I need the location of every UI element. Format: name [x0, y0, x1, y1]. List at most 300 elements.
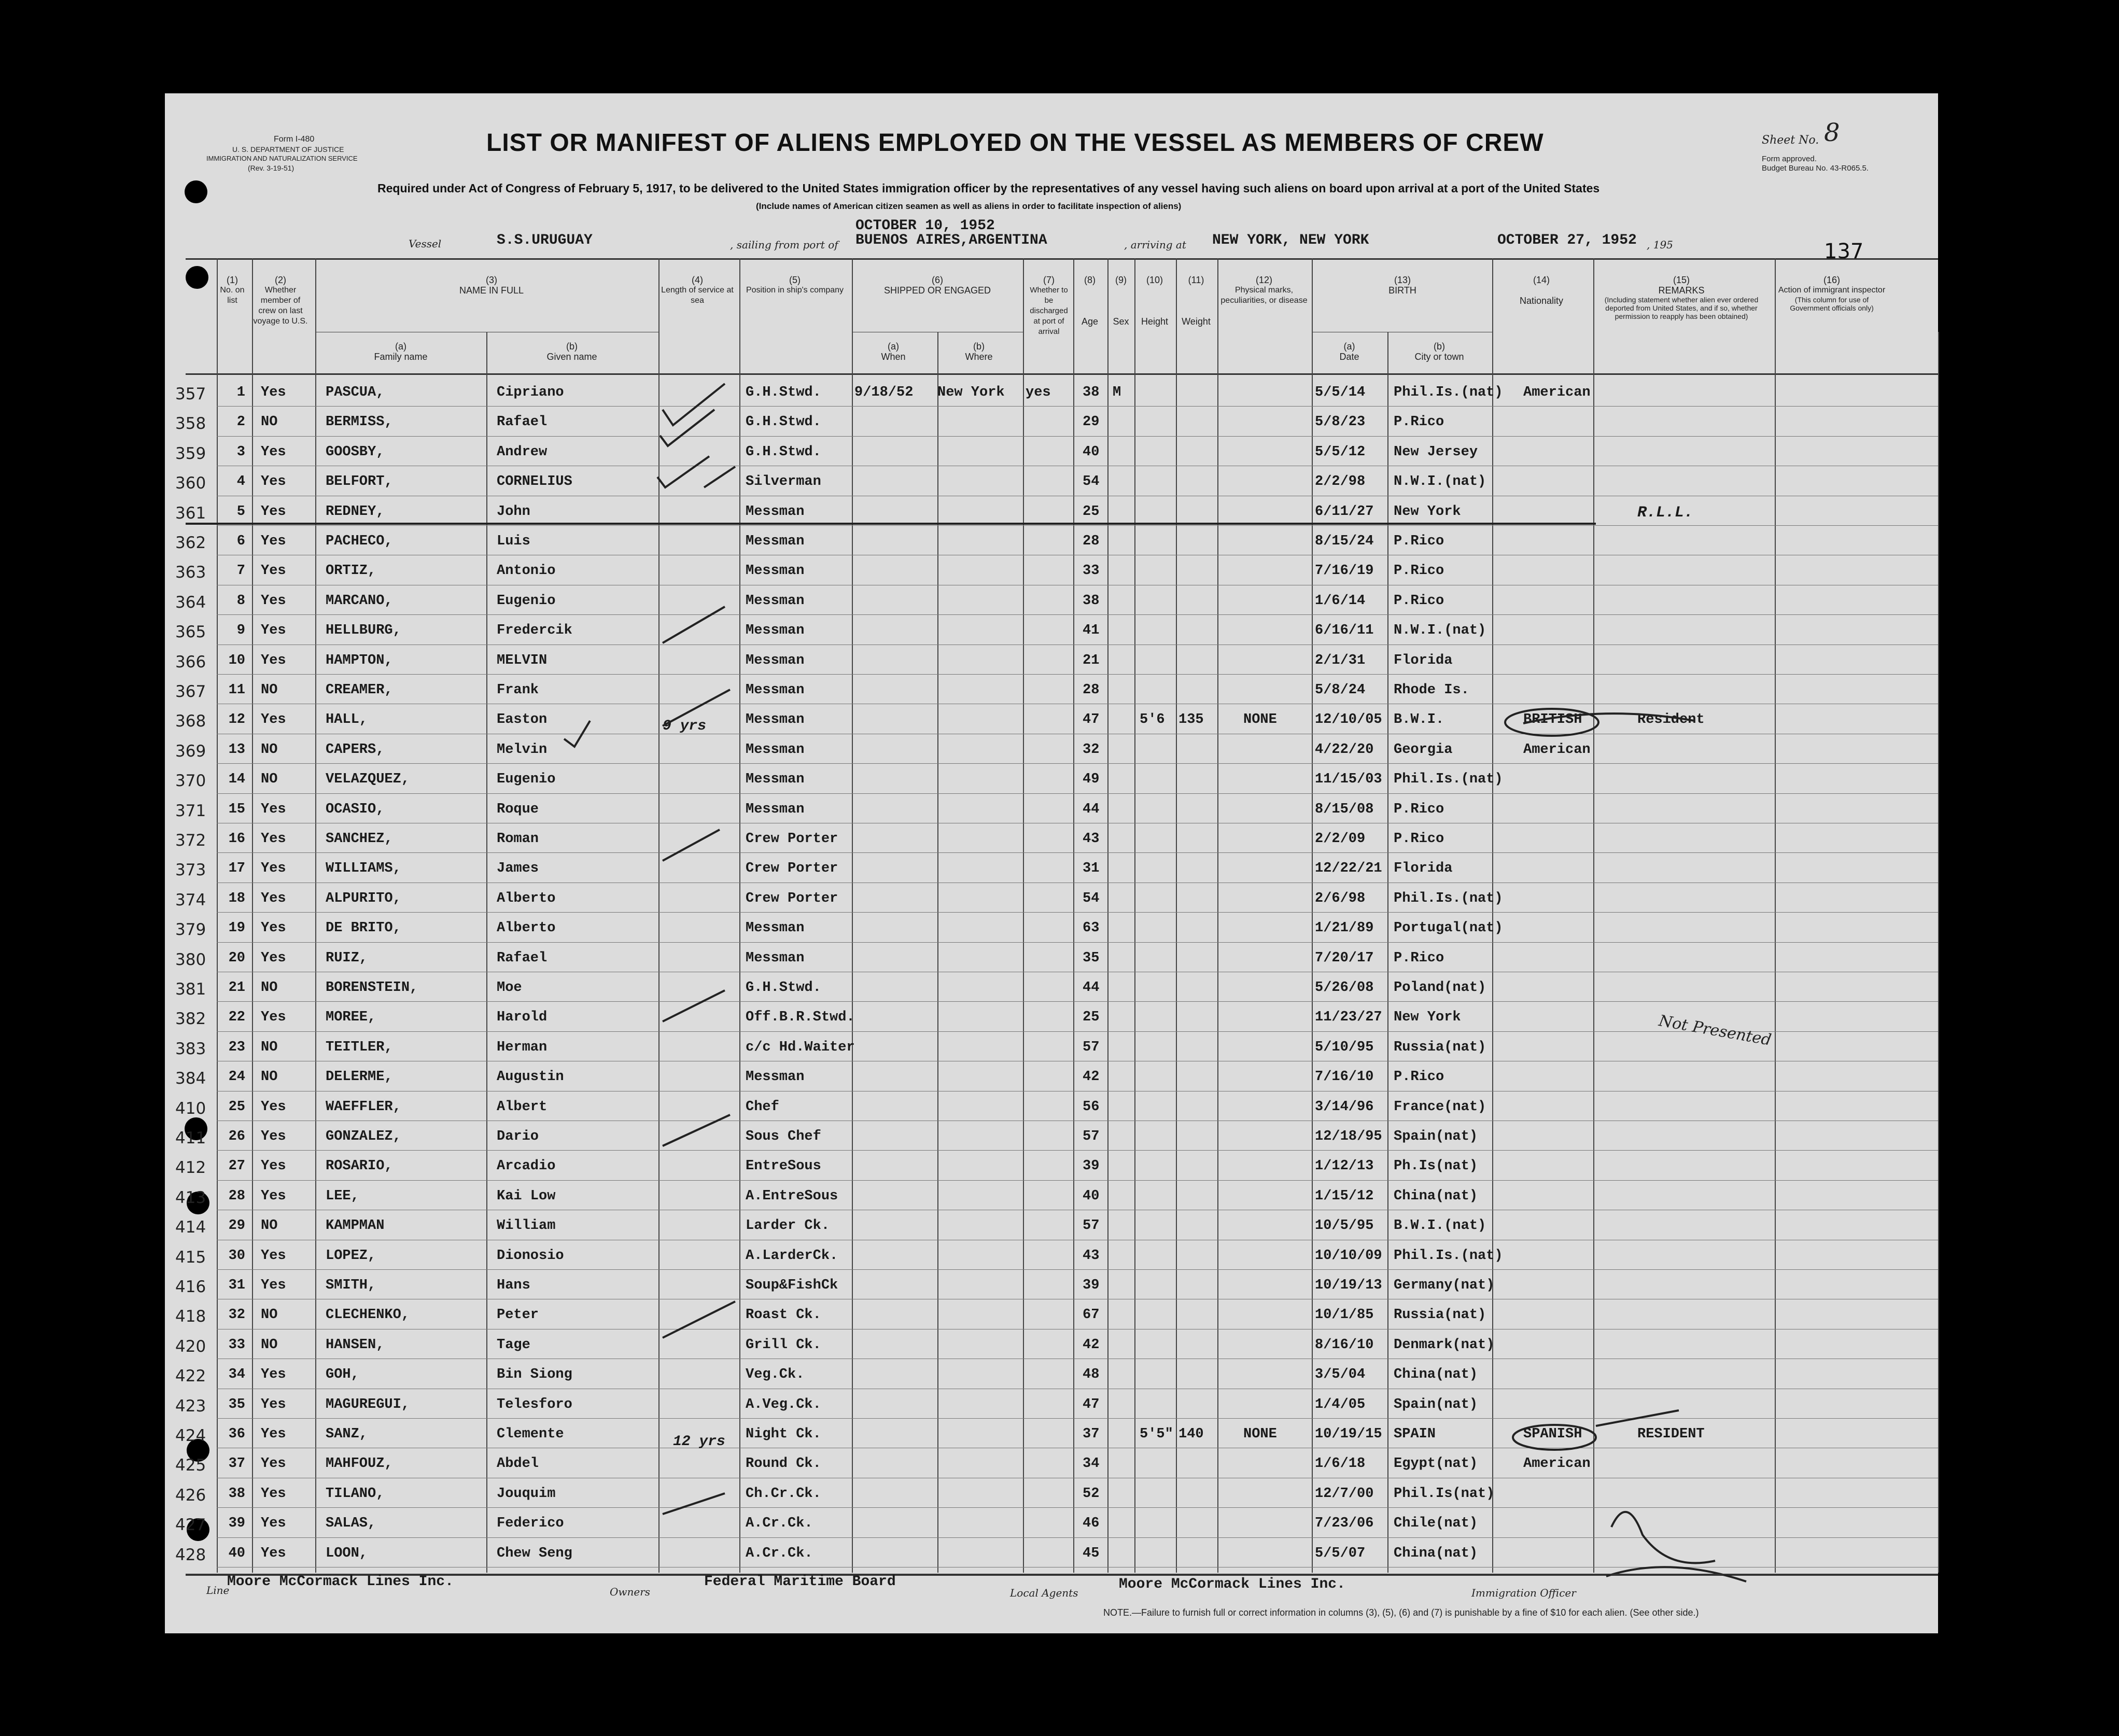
position: Round Ck. [746, 1456, 821, 1472]
list-number: 35 [228, 1396, 245, 1412]
given-name: Dario [497, 1129, 539, 1144]
birth-city: N.W.I.(nat) [1394, 623, 1486, 639]
list-ref: 374 [175, 890, 206, 909]
list-ref: 383 [175, 1039, 206, 1058]
sail-date: OCTOBER 10, 1952 [855, 218, 995, 234]
last-voyage: Yes [261, 503, 286, 520]
position: Veg.Ck. [746, 1367, 805, 1383]
list-ref: 372 [175, 831, 206, 850]
col15-header: (15) REMARKS (Including statement whether alien ever ordered deported from United States, and if so, whether permission to reapply has been obtained) [1604, 275, 1759, 320]
list-number: 36 [228, 1426, 245, 1442]
given-name: Hans [497, 1278, 530, 1293]
family-name: DE BRITO, [326, 920, 401, 936]
family-name: PASCUA, [326, 385, 385, 400]
list-ref: 358 [175, 414, 206, 433]
list-ref: 361 [175, 503, 206, 523]
list-ref: 411 [175, 1129, 206, 1147]
list-ref: 371 [175, 801, 206, 820]
position: Messman [746, 920, 805, 936]
list-ref: 363 [175, 563, 206, 582]
last-voyage: Yes [261, 623, 286, 639]
list-number: 4 [236, 474, 245, 490]
agency-line2: IMMIGRATION AND NATURALIZATION SERVICE [206, 155, 358, 162]
family-name: RUIZ, [326, 950, 368, 966]
col13a-header: (a) Date [1339, 341, 1359, 362]
position: Soup&FishCk [746, 1278, 838, 1293]
age: 44 [1083, 801, 1100, 817]
age: 43 [1083, 831, 1100, 847]
age: 49 [1083, 772, 1100, 788]
family-name: ORTIZ, [326, 563, 376, 579]
birth-city: Germany(nat) [1394, 1278, 1495, 1293]
family-name: HAMPTON, [326, 652, 393, 668]
last-voyage: NO [261, 414, 278, 430]
family-name: HANSEN, [326, 1337, 385, 1353]
given-name: Jouquim [497, 1486, 556, 1502]
family-name: KAMPMAN [326, 1218, 385, 1234]
last-voyage: Yes [261, 1545, 286, 1561]
age: 57 [1083, 1039, 1100, 1055]
birth-date: 3/5/04 [1315, 1367, 1366, 1383]
position: G.H.Stwd. [746, 414, 821, 430]
birth-city: P.Rico [1394, 831, 1444, 847]
list-ref: 367 [175, 682, 206, 701]
birth-date: 7/20/17 [1315, 950, 1374, 966]
nationality: American [1523, 1456, 1591, 1472]
last-voyage: Yes [261, 1158, 286, 1174]
list-ref: 418 [175, 1307, 206, 1326]
given-name: Andrew [497, 444, 548, 460]
last-voyage: Yes [261, 385, 286, 400]
age: 63 [1083, 920, 1100, 936]
list-ref: 370 [175, 772, 206, 791]
last-voyage: Yes [261, 534, 286, 549]
given-name: John [497, 503, 530, 520]
position: Messman [746, 534, 805, 549]
given-name: CORNELIUS [497, 474, 572, 490]
birth-city: N.W.I.(nat) [1394, 474, 1486, 490]
birth-date: 10/1/85 [1315, 1307, 1374, 1323]
given-name: Moe [497, 980, 522, 996]
footer-owners-label: Owners [610, 1586, 651, 1598]
list-ref: 368 [175, 712, 206, 731]
col9-header: (9) Sex [1113, 275, 1129, 327]
last-voyage: NO [261, 772, 278, 788]
position: EntreSous [746, 1158, 821, 1174]
list-number: 7 [236, 563, 245, 579]
age: 45 [1083, 1545, 1100, 1561]
birth-city: Phil.Is(nat) [1394, 1486, 1495, 1502]
list-number: 2 [236, 414, 245, 430]
agency-line1: U. S. DEPARTMENT OF JUSTICE [232, 145, 344, 153]
list-ref: 369 [175, 741, 206, 761]
footer-note: NOTE.—Failure to furnish full or correct information in columns (3), (5), (6) and (7) is punishable by a fine of $10 for each alien. (See other side.) [1103, 1607, 1699, 1618]
list-ref: 384 [175, 1069, 206, 1088]
manifest-sheet [165, 93, 1938, 1633]
given-name: Easton [497, 712, 548, 728]
birth-date: 10/19/15 [1315, 1426, 1382, 1442]
birth-date: 2/2/98 [1315, 474, 1366, 490]
list-number: 13 [228, 741, 245, 758]
arrival-port: NEW YORK, NEW YORK [1212, 232, 1369, 248]
birth-date: 3/14/96 [1315, 1099, 1374, 1115]
birth-date: 5/26/08 [1315, 980, 1374, 996]
birth-date: 5/5/07 [1315, 1545, 1366, 1561]
nationality: BRITISH [1523, 712, 1582, 728]
birth-date: 1/4/05 [1315, 1396, 1366, 1412]
age: 25 [1083, 503, 1100, 520]
age: 39 [1083, 1278, 1100, 1293]
given-name: Augustin [497, 1069, 564, 1085]
position: Messman [746, 801, 805, 817]
form-revision: (Rev. 3-19-51) [248, 164, 294, 172]
age: 38 [1083, 593, 1100, 609]
last-voyage: Yes [261, 1426, 286, 1442]
family-name: GOH, [326, 1367, 359, 1383]
family-name: BERMISS, [326, 414, 393, 430]
nationality: American [1523, 385, 1591, 400]
list-ref: 416 [175, 1278, 206, 1296]
given-name: Roman [497, 831, 539, 847]
length-of-service: 12 yrs [673, 1434, 725, 1450]
birth-city: Georgia [1394, 741, 1453, 758]
page-title: LIST OR MANIFEST OF ALIENS EMPLOYED ON THE VESSEL AS MEMBERS OF CREW [486, 129, 1544, 157]
age: 48 [1083, 1367, 1100, 1383]
birth-date: 5/5/14 [1315, 385, 1366, 400]
family-name: MAHFOUZ, [326, 1456, 393, 1472]
family-name: VELAZQUEZ, [326, 772, 410, 788]
list-number: 6 [236, 534, 245, 549]
given-name: Dionosio [497, 1248, 564, 1264]
given-name: Alberto [497, 890, 556, 906]
footer-agents-value: Moore McCormack Lines Inc. [1119, 1576, 1345, 1592]
col13-header: (13) BIRTH [1388, 275, 1416, 296]
birth-date: 12/22/21 [1315, 861, 1382, 877]
birth-date: 1/12/13 [1315, 1158, 1374, 1174]
family-name: SALAS, [326, 1516, 376, 1532]
last-voyage: Yes [261, 652, 286, 668]
position: Messman [746, 712, 805, 728]
position: Grill Ck. [746, 1337, 821, 1353]
list-ref: 410 [175, 1099, 206, 1118]
last-voyage: Yes [261, 1486, 286, 1502]
given-name: Luis [497, 534, 530, 549]
family-name: MOREE, [326, 1010, 376, 1026]
list-ref: 379 [175, 920, 206, 940]
birth-date: 7/16/10 [1315, 1069, 1374, 1085]
last-voyage: Yes [261, 1516, 286, 1532]
column-rule [1938, 332, 1939, 1573]
age: 31 [1083, 861, 1100, 877]
physical-marks: NONE [1243, 712, 1277, 728]
form-id: Form I-480 [274, 135, 315, 144]
list-ref: 373 [175, 861, 206, 880]
birth-city: Russia(nat) [1394, 1039, 1486, 1055]
birth-city: P.Rico [1394, 593, 1444, 609]
arrival-date: OCTOBER 27, 1952 [1497, 232, 1637, 248]
last-voyage: Yes [261, 861, 286, 877]
given-name: Kai Low [497, 1188, 556, 1204]
list-ref: 422 [175, 1367, 206, 1386]
list-ref: 380 [175, 950, 206, 969]
position: A.LarderCk. [746, 1248, 838, 1264]
sailing-label: , sailing from port of [730, 239, 838, 251]
family-name: CLECHENKO, [326, 1307, 410, 1323]
list-ref: 423 [175, 1396, 206, 1416]
position: Sous Chef [746, 1129, 821, 1144]
list-number: 19 [228, 920, 245, 936]
birth-city: SPAIN [1394, 1426, 1436, 1442]
col2-header: (2) Whether member of crew on last voyage to U.S. [253, 275, 308, 326]
col12-header: (12) Physical marks, peculiarities, or disease [1220, 275, 1308, 305]
footer-officer-label: Immigration Officer [1471, 1587, 1576, 1599]
birth-date: 5/8/23 [1315, 414, 1366, 430]
list-number: 29 [228, 1218, 245, 1234]
last-voyage: Yes [261, 1278, 286, 1293]
birth-date: 11/23/27 [1315, 1010, 1382, 1026]
birth-city: P.Rico [1394, 563, 1444, 579]
age: 28 [1083, 682, 1100, 698]
col1-header: (1) No. on list [220, 275, 245, 305]
col3a-header: (a) Family name [374, 341, 428, 362]
list-number: 10 [228, 652, 245, 668]
age: 52 [1083, 1486, 1100, 1502]
col13b-header: (b) City or town [1414, 341, 1464, 362]
birth-date: 1/15/12 [1315, 1188, 1374, 1204]
list-number: 23 [228, 1039, 245, 1055]
family-name: WAEFFLER, [326, 1099, 401, 1115]
family-name: TILANO, [326, 1486, 385, 1502]
list-ref: 412 [175, 1158, 206, 1178]
position: Crew Porter [746, 890, 838, 906]
given-name: Harold [497, 1010, 548, 1026]
last-voyage: Yes [261, 890, 286, 906]
physical-marks: NONE [1243, 1426, 1277, 1442]
col6-header: (6) SHIPPED OR ENGAGED [883, 275, 991, 296]
given-name: Clemente [497, 1426, 564, 1442]
position: Silverman [746, 474, 821, 490]
birth-city: P.Rico [1394, 1069, 1444, 1085]
footer-line-label: Line [206, 1584, 230, 1597]
age: 54 [1083, 890, 1100, 906]
nationality: SPANISH [1523, 1426, 1582, 1442]
list-ref: 425 [175, 1456, 206, 1475]
position: Messman [746, 741, 805, 758]
family-name: ROSARIO, [326, 1158, 393, 1174]
age: 57 [1083, 1129, 1100, 1144]
birth-date: 10/5/95 [1315, 1218, 1374, 1234]
instruction: (Include names of American citizen seamen as well as aliens in order to facilitate inspection of aliens) [756, 201, 1182, 211]
last-voyage: Yes [261, 1367, 286, 1383]
given-name: Abdel [497, 1456, 539, 1472]
birth-date: 1/21/89 [1315, 920, 1374, 936]
birth-date: 1/6/18 [1315, 1456, 1366, 1472]
birth-date: 11/15/03 [1315, 772, 1382, 788]
list-ref: 382 [175, 1010, 206, 1029]
birth-date: 8/16/10 [1315, 1337, 1374, 1353]
age: 39 [1083, 1158, 1100, 1174]
remarks: RESIDENT [1637, 1426, 1705, 1442]
footer-line-value: Moore McCormack Lines Inc. [227, 1574, 454, 1590]
list-ref: 420 [175, 1337, 206, 1356]
family-name: DELERME, [326, 1069, 393, 1085]
given-name: Herman [497, 1039, 548, 1055]
birth-date: 5/8/24 [1315, 682, 1366, 698]
age: 44 [1083, 980, 1100, 996]
birth-date: 10/10/09 [1315, 1248, 1382, 1264]
list-number: 5 [236, 503, 245, 520]
list-number: 18 [228, 890, 245, 906]
sex: M [1113, 385, 1121, 400]
sheet-label: Sheet No. [1762, 134, 1819, 147]
birth-city: China(nat) [1394, 1545, 1478, 1561]
last-voyage: Yes [261, 593, 286, 609]
col11-header: (11) Weight [1182, 275, 1211, 327]
list-ref: 428 [175, 1545, 206, 1564]
family-name: WILLIAMS, [326, 861, 401, 877]
position: c/c Hd.Waiter [746, 1039, 855, 1055]
age: 25 [1083, 1010, 1100, 1026]
age: 40 [1083, 444, 1100, 460]
given-name: William [497, 1218, 556, 1234]
position: Messman [746, 950, 805, 966]
given-name: Rafael [497, 414, 548, 430]
family-name: SANCHEZ, [326, 831, 393, 847]
length-of-service: 9 yrs [663, 718, 707, 734]
age: 29 [1083, 414, 1100, 430]
age: 34 [1083, 1456, 1100, 1472]
family-name: CAPERS, [326, 741, 385, 758]
list-number: 30 [228, 1248, 245, 1264]
age: 47 [1083, 1396, 1100, 1412]
position: Crew Porter [746, 831, 838, 847]
position: Larder Ck. [746, 1218, 830, 1234]
last-voyage: Yes [261, 474, 286, 490]
vessel-name: S.S.URUGUAY [497, 232, 593, 248]
position: Messman [746, 652, 805, 668]
birth-city: Spain(nat) [1394, 1129, 1478, 1144]
birth-city: New Jersey [1394, 444, 1478, 460]
age: 42 [1083, 1337, 1100, 1353]
approval-line1: Form approved. [1762, 155, 1817, 163]
weight: 140 [1178, 1426, 1204, 1442]
age: 21 [1083, 652, 1100, 668]
list-number: 33 [228, 1337, 245, 1353]
page-number: 137 [1824, 240, 1864, 263]
family-name: GOOSBY, [326, 444, 385, 460]
col14-header: (14) Nationality [1519, 275, 1564, 306]
list-number: 37 [228, 1456, 245, 1472]
birth-city: Egypt(nat) [1394, 1456, 1478, 1472]
birth-date: 2/1/31 [1315, 652, 1366, 668]
vessel-label: Vessel [409, 237, 442, 250]
discharged: yes [1026, 385, 1051, 400]
list-number: 15 [228, 801, 245, 817]
given-name: Cipriano [497, 385, 564, 400]
family-name: GONZALEZ, [326, 1129, 401, 1144]
age: 46 [1083, 1516, 1100, 1532]
given-name: Antonio [497, 563, 556, 579]
given-name: Telesforo [497, 1396, 572, 1412]
col3b-header: (b) Given name [546, 341, 597, 362]
age: 35 [1083, 950, 1100, 966]
footer-agents-label: Local Agents [1010, 1587, 1078, 1599]
age: 43 [1083, 1248, 1100, 1264]
birth-date: 6/11/27 [1315, 503, 1374, 520]
last-voyage: Yes [261, 801, 286, 817]
last-voyage: NO [261, 980, 278, 996]
family-name: MARCANO, [326, 593, 393, 609]
last-voyage: Yes [261, 1396, 286, 1412]
position: Ch.Cr.Ck. [746, 1486, 821, 1502]
age: 57 [1083, 1218, 1100, 1234]
birth-city: Denmark(nat) [1394, 1337, 1495, 1353]
weight: 135 [1178, 712, 1204, 728]
family-name: HELLBURG, [326, 623, 401, 639]
family-name: LEE, [326, 1188, 359, 1204]
family-name: BELFORT, [326, 474, 393, 490]
age: 67 [1083, 1307, 1100, 1323]
family-name: MAGUREGUI, [326, 1396, 410, 1412]
birth-date: 1/6/14 [1315, 593, 1366, 609]
col5-header: (5) Position in ship's company [746, 275, 844, 295]
given-name: Fredercik [497, 623, 572, 639]
birth-city: P.Rico [1394, 414, 1444, 430]
birth-city: Spain(nat) [1394, 1396, 1478, 1412]
age: 33 [1083, 563, 1100, 579]
family-name: SANZ, [326, 1426, 368, 1442]
nationality: American [1523, 741, 1591, 758]
family-name: ALPURITO, [326, 890, 401, 906]
position: G.H.Stwd. [746, 980, 821, 996]
last-voyage: NO [261, 1218, 278, 1234]
position: Messman [746, 772, 805, 788]
family-name: SMITH, [326, 1278, 376, 1293]
birth-city: Phil.Is.(nat) [1394, 1248, 1503, 1264]
birth-city: Phil.Is.(nat) [1394, 772, 1503, 788]
list-number: 26 [228, 1129, 245, 1144]
position: Messman [746, 503, 805, 520]
family-name: PACHECO, [326, 534, 393, 549]
position: A.Cr.Ck. [746, 1545, 813, 1561]
col6a-header: (a) When [881, 341, 906, 362]
list-number: 27 [228, 1158, 245, 1174]
shipped-when: 9/18/52 [854, 385, 914, 400]
subtitle: Required under Act of Congress of February 5, 1917, to be delivered to the United States immigration officer by the representatives of any vessel having such aliens on board upon arrival at a port of the United States [377, 181, 1600, 195]
birth-date: 7/16/19 [1315, 563, 1374, 579]
birth-date: 7/23/06 [1315, 1516, 1374, 1532]
list-number: 32 [228, 1307, 245, 1323]
col10-header: (10) Height [1141, 275, 1169, 327]
list-number: 17 [228, 861, 245, 877]
birth-city: China(nat) [1394, 1188, 1478, 1204]
year-suffix: , 195 [1647, 239, 1673, 251]
last-voyage: Yes [261, 1456, 286, 1472]
birth-city: Portugal(nat) [1394, 920, 1503, 936]
shipped-where: New York [937, 385, 1005, 400]
age: 56 [1083, 1099, 1100, 1115]
list-number: 28 [228, 1188, 245, 1204]
list-number: 40 [228, 1545, 245, 1561]
age: 47 [1083, 712, 1100, 728]
sheet-number: 8 [1824, 118, 1840, 147]
list-ref: 414 [175, 1218, 206, 1237]
list-ref: 413 [175, 1188, 206, 1207]
given-name: MELVIN [497, 652, 548, 668]
list-ref: 366 [175, 652, 206, 671]
age: 28 [1083, 534, 1100, 549]
position: A.Veg.Ck. [746, 1396, 821, 1412]
